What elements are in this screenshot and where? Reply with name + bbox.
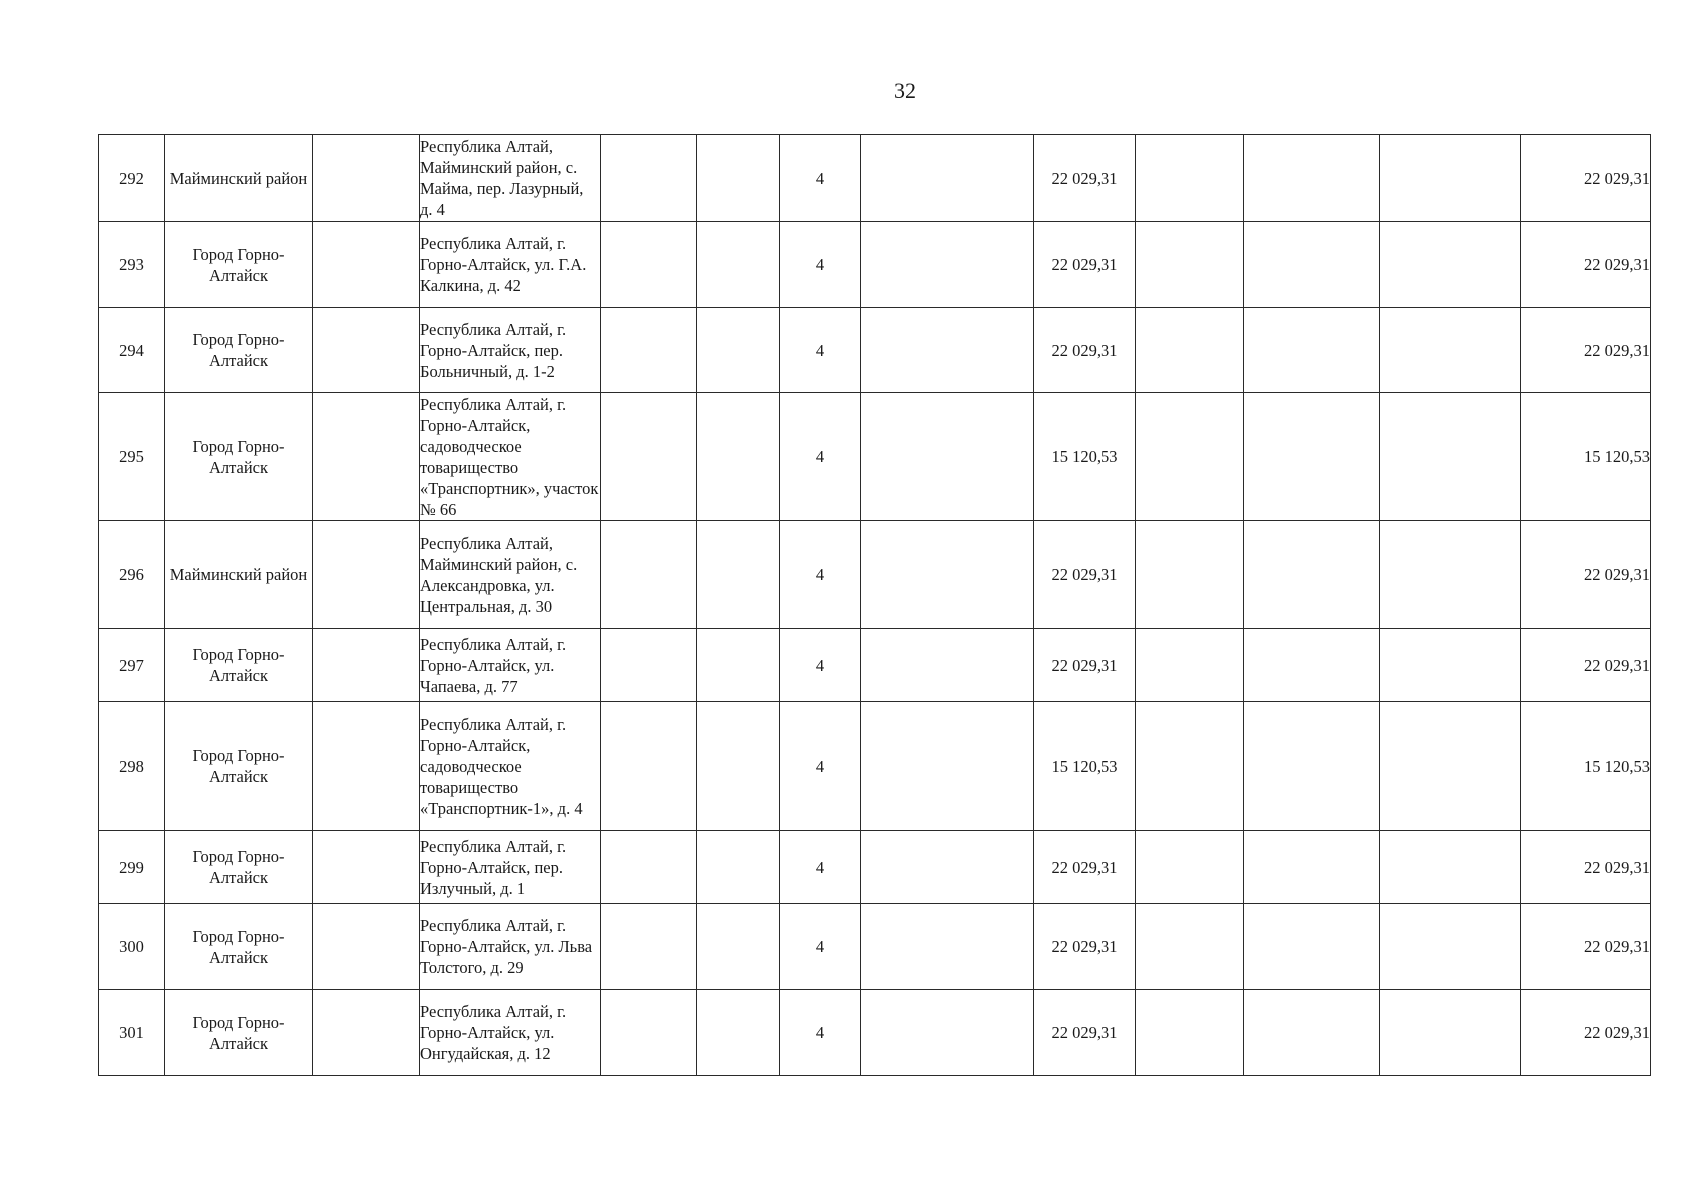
empty-cell	[1244, 904, 1380, 990]
empty-cell	[313, 904, 420, 990]
empty-cell	[1380, 702, 1521, 831]
table-row	[99, 393, 1651, 521]
empty-cell	[697, 521, 780, 629]
empty-cell	[1244, 135, 1380, 222]
empty-cell	[1244, 308, 1380, 393]
empty-cell	[697, 831, 780, 904]
quantity-cell: 4	[780, 831, 861, 904]
row-number: 297	[99, 629, 165, 702]
empty-cell	[1136, 521, 1244, 629]
empty-cell	[861, 135, 1034, 222]
district-cell: Майминский район	[165, 521, 313, 629]
empty-cell	[601, 629, 697, 702]
empty-cell	[601, 990, 697, 1076]
empty-cell	[697, 990, 780, 1076]
empty-cell	[1244, 831, 1380, 904]
table-body	[99, 135, 1651, 1076]
empty-cell	[861, 308, 1034, 393]
district-cell: Город Горно-Алтайск	[165, 831, 313, 904]
row-number: 299	[99, 831, 165, 904]
total-cell: 22 029,31	[1521, 521, 1651, 629]
table-row	[99, 831, 1651, 904]
amount-cell: 22 029,31	[1034, 521, 1136, 629]
empty-cell	[601, 135, 697, 222]
row-number: 293	[99, 222, 165, 308]
empty-cell	[1136, 135, 1244, 222]
empty-cell	[1136, 629, 1244, 702]
page-number: 32	[894, 78, 916, 103]
amount-cell: 22 029,31	[1034, 990, 1136, 1076]
total-cell: 15 120,53	[1521, 702, 1651, 831]
district-cell: Майминский район	[165, 135, 313, 222]
district-cell: Город Горно-Алтайск	[165, 222, 313, 308]
empty-cell	[1380, 393, 1521, 521]
empty-cell	[1380, 629, 1521, 702]
table-row	[99, 629, 1651, 702]
district-cell: Город Горно-Алтайск	[165, 990, 313, 1076]
empty-cell	[1136, 990, 1244, 1076]
row-number: 300	[99, 904, 165, 990]
quantity-cell: 4	[780, 629, 861, 702]
table-row	[99, 990, 1651, 1076]
empty-cell	[601, 831, 697, 904]
empty-cell	[313, 629, 420, 702]
total-cell: 22 029,31	[1521, 308, 1651, 393]
empty-cell	[861, 831, 1034, 904]
total-cell: 15 120,53	[1521, 393, 1651, 521]
empty-cell	[697, 629, 780, 702]
empty-cell	[697, 904, 780, 990]
district-cell: Город Горно-Алтайск	[165, 629, 313, 702]
address-cell: Республика Алтай, г. Горно-Алтайск, садоводческое товарищество «Транспортник», участок № 66	[420, 393, 601, 521]
address-cell: Республика Алтай, Майминский район, с. Александровка, ул. Центральная, д. 30	[420, 521, 601, 629]
total-cell: 22 029,31	[1521, 222, 1651, 308]
amount-cell: 22 029,31	[1034, 135, 1136, 222]
total-cell: 22 029,31	[1521, 135, 1651, 222]
registry-table	[98, 134, 1651, 1076]
address-cell: Республика Алтай, г. Горно-Алтайск, ул. Чапаева, д. 77	[420, 629, 601, 702]
total-cell: 22 029,31	[1521, 629, 1651, 702]
empty-cell	[697, 393, 780, 521]
district-cell: Город Горно-Алтайск	[165, 308, 313, 393]
row-number: 296	[99, 521, 165, 629]
table-row	[99, 222, 1651, 308]
amount-cell: 22 029,31	[1034, 629, 1136, 702]
total-cell: 22 029,31	[1521, 831, 1651, 904]
empty-cell	[601, 393, 697, 521]
quantity-cell: 4	[780, 135, 861, 222]
amount-cell: 22 029,31	[1034, 831, 1136, 904]
empty-cell	[1380, 135, 1521, 222]
address-cell: Республика Алтай, г. Горно-Алтайск, ул. Льва Толстого, д. 29	[420, 904, 601, 990]
empty-cell	[697, 702, 780, 831]
quantity-cell: 4	[780, 308, 861, 393]
empty-cell	[313, 222, 420, 308]
district-cell: Город Горно-Алтайск	[165, 904, 313, 990]
empty-cell	[1136, 308, 1244, 393]
empty-cell	[861, 393, 1034, 521]
empty-cell	[1136, 831, 1244, 904]
amount-cell: 15 120,53	[1034, 393, 1136, 521]
row-number: 294	[99, 308, 165, 393]
empty-cell	[861, 222, 1034, 308]
row-number: 301	[99, 990, 165, 1076]
empty-cell	[1136, 904, 1244, 990]
empty-cell	[313, 831, 420, 904]
total-cell: 22 029,31	[1521, 904, 1651, 990]
address-cell: Республика Алтай, г. Горно-Алтайск, ул. Г.А. Калкина, д. 42	[420, 222, 601, 308]
empty-cell	[697, 222, 780, 308]
quantity-cell: 4	[780, 702, 861, 831]
table-row	[99, 702, 1651, 831]
empty-cell	[1244, 393, 1380, 521]
empty-cell	[1244, 990, 1380, 1076]
amount-cell: 22 029,31	[1034, 222, 1136, 308]
quantity-cell: 4	[780, 904, 861, 990]
empty-cell	[861, 904, 1034, 990]
empty-cell	[1136, 222, 1244, 308]
table-row	[99, 521, 1651, 629]
address-cell: Республика Алтай, г. Горно-Алтайск, пер. Больничный, д. 1-2	[420, 308, 601, 393]
empty-cell	[1380, 521, 1521, 629]
empty-cell	[601, 308, 697, 393]
empty-cell	[313, 308, 420, 393]
empty-cell	[861, 629, 1034, 702]
table-row	[99, 308, 1651, 393]
empty-cell	[1380, 308, 1521, 393]
empty-cell	[313, 990, 420, 1076]
empty-cell	[861, 521, 1034, 629]
row-number: 295	[99, 393, 165, 521]
quantity-cell: 4	[780, 222, 861, 308]
quantity-cell: 4	[780, 393, 861, 521]
empty-cell	[1136, 702, 1244, 831]
empty-cell	[1136, 393, 1244, 521]
empty-cell	[313, 702, 420, 831]
table-row	[99, 904, 1651, 990]
empty-cell	[313, 135, 420, 222]
empty-cell	[601, 904, 697, 990]
empty-cell	[1380, 990, 1521, 1076]
empty-cell	[861, 702, 1034, 831]
row-number: 298	[99, 702, 165, 831]
empty-cell	[1244, 521, 1380, 629]
empty-cell	[313, 393, 420, 521]
empty-cell	[697, 308, 780, 393]
quantity-cell: 4	[780, 990, 861, 1076]
address-cell: Республика Алтай, г. Горно-Алтайск, садоводческое товарищество «Транспортник-1», д. 4	[420, 702, 601, 831]
total-cell: 22 029,31	[1521, 990, 1651, 1076]
empty-cell	[1244, 222, 1380, 308]
address-cell: Республика Алтай, г. Горно-Алтайск, пер. Излучный, д. 1	[420, 831, 601, 904]
empty-cell	[1380, 904, 1521, 990]
address-cell: Республика Алтай, г. Горно-Алтайск, ул. Онгудайская, д. 12	[420, 990, 601, 1076]
amount-cell: 15 120,53	[1034, 702, 1136, 831]
empty-cell	[601, 222, 697, 308]
quantity-cell: 4	[780, 521, 861, 629]
empty-cell	[1244, 629, 1380, 702]
address-cell: Республика Алтай, Майминский район, с. Майма, пер. Лазурный, д. 4	[420, 135, 601, 222]
empty-cell	[601, 702, 697, 831]
district-cell: Город Горно-Алтайск	[165, 393, 313, 521]
empty-cell	[861, 990, 1034, 1076]
empty-cell	[1380, 831, 1521, 904]
amount-cell: 22 029,31	[1034, 904, 1136, 990]
amount-cell: 22 029,31	[1034, 308, 1136, 393]
district-cell: Город Горно-Алтайск	[165, 702, 313, 831]
empty-cell	[601, 521, 697, 629]
table-row	[99, 135, 1651, 222]
row-number: 292	[99, 135, 165, 222]
empty-cell	[1380, 222, 1521, 308]
empty-cell	[313, 521, 420, 629]
empty-cell	[1244, 702, 1380, 831]
empty-cell	[697, 135, 780, 222]
